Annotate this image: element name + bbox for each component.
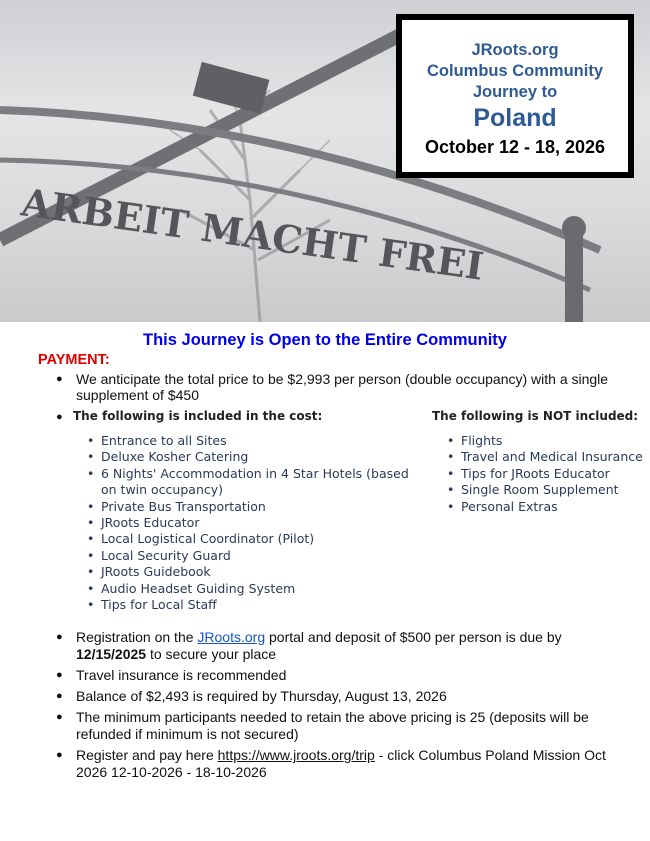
not-included-list xyxy=(447,433,647,515)
text: Registration on the xyxy=(76,629,198,645)
community-name: Columbus Community xyxy=(427,62,603,80)
registration-list xyxy=(56,629,616,785)
list-item: • Entrance to all Sites xyxy=(87,433,417,449)
included-list xyxy=(87,433,417,613)
registration-bullet xyxy=(56,629,616,663)
journey-to: Journey to xyxy=(472,83,558,101)
list-item: • Audio Headset Guiding System xyxy=(87,581,417,597)
list-item: • Tips for JRoots Educator xyxy=(447,466,647,482)
open-heading: This Journey is Open to the Entire Community xyxy=(143,331,507,349)
insurance-bullet: ● Travel insurance is recommended xyxy=(56,667,616,684)
list-item: • Local Security Guard xyxy=(87,548,417,564)
included-heading: The following is included in the cost: xyxy=(73,409,323,423)
payment-label: PAYMENT: xyxy=(38,352,110,368)
trip-title-box xyxy=(396,14,634,178)
deposit-date: 12/15/2025 xyxy=(76,646,147,662)
list-item: • Private Bus Transportation xyxy=(87,499,417,515)
sign-text: ARBEIT MACHT FREI xyxy=(18,179,487,289)
register-bullet xyxy=(56,747,616,781)
list-item: • Travel and Medical Insurance xyxy=(447,449,647,465)
balance-bullet: ● Balance of $2,493 is required by Thursday, August 13, 2026 xyxy=(56,688,616,705)
list-item: • JRoots Guidebook xyxy=(87,564,417,580)
list-item: • Single Room Supplement xyxy=(447,482,647,498)
minimum-bullet: ● The minimum participants needed to retain the above pricing is 25 (deposits will be refunded if minimum is not secured) xyxy=(56,709,616,743)
text: Register and pay here xyxy=(76,747,218,763)
text: - click Columbus Poland Mission Oct 2026 12-10-2026 - 18-10-2026 xyxy=(76,747,606,780)
bullet-dot: ● xyxy=(56,411,63,423)
org-name: JRoots.org xyxy=(471,41,559,59)
price-list xyxy=(56,371,616,407)
list-item: • Personal Extras xyxy=(447,499,647,515)
list-item: • Deluxe Kosher Catering xyxy=(87,449,417,465)
list-item: • Flights xyxy=(447,433,647,449)
destination: Poland xyxy=(473,104,557,132)
price-bullet: ● We anticipate the total price to be $2,993 per person (double occupancy) with a single supplement of $450 xyxy=(56,371,616,403)
text: to secure your place xyxy=(146,646,277,662)
trip-dates: October 12 - 18, 2026 xyxy=(424,137,606,157)
jroots-link[interactable]: JRoots.org xyxy=(197,629,266,645)
list-item: • JRoots Educator xyxy=(87,515,417,531)
trip-link[interactable]: https://www.jroots.org/trip xyxy=(217,747,375,763)
not-included-heading: The following is NOT included: xyxy=(432,409,639,423)
list-item: • Local Logistical Coordinator (Pilot) xyxy=(87,531,417,547)
list-item: • 6 Nights' Accommodation in 4 Star Hotels (based on twin occupancy) xyxy=(87,466,417,499)
list-item: • Tips for Local Staff xyxy=(87,597,417,613)
text: portal and deposit of $500 per person is due by xyxy=(265,629,562,645)
